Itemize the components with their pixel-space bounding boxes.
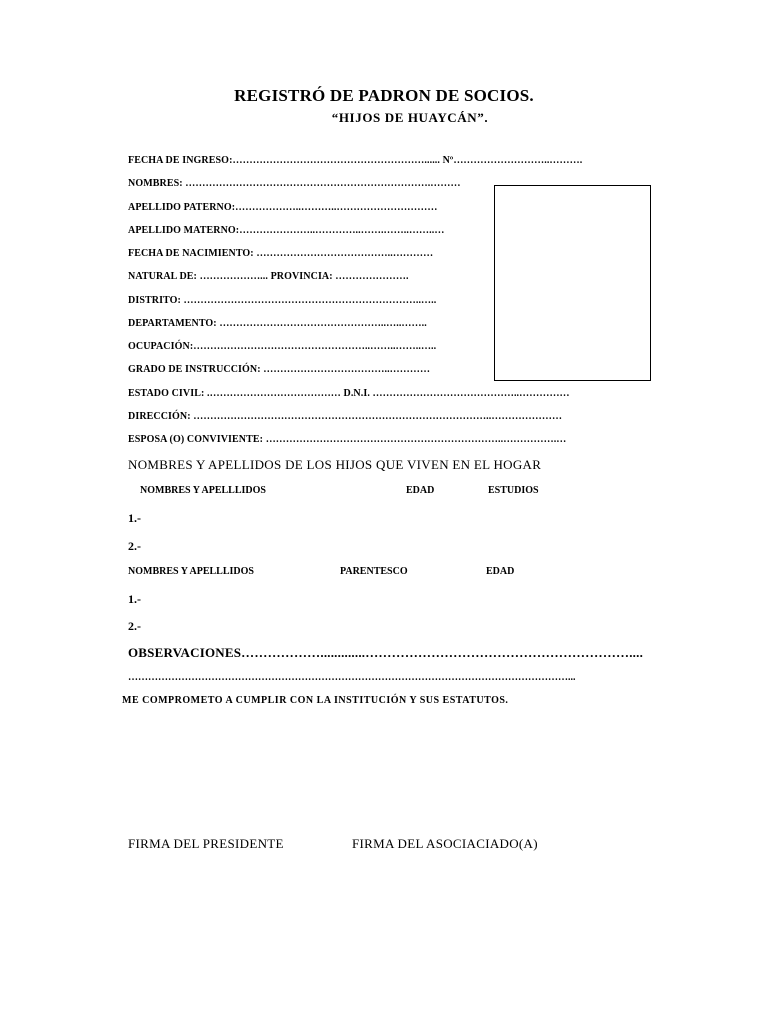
- field-departamento: DEPARTAMENTO: …………………………………………..…..……..: [128, 318, 427, 329]
- field-esposa-conviviente: ESPOSA (O) CONVIVIENTE: ……………………………………………………………..…………….…: [128, 434, 567, 445]
- observations-continuation: ……………………………………………………………………………………………………………………...: [128, 672, 576, 683]
- field-fecha-nacimiento: FECHA DE NACIMIENTO: …………………………………..…………: [128, 248, 434, 259]
- observations-label: OBSERVACIONES……………….............……………………………………………………....: [128, 645, 644, 660]
- children-col-edad: EDAD: [406, 485, 435, 496]
- relatives-col-edad: EDAD: [486, 566, 515, 577]
- field-direccion: DIRECCIÓN: ……………………………………………………………………………..…………………: [128, 411, 563, 422]
- children-col-nombres: NOMBRES Y APELLLIDOS: [140, 485, 266, 496]
- field-nombres: NOMBRES: ……………………………………………………………….………: [128, 178, 461, 189]
- field-natural-provincia: NATURAL DE: ………………... PROVINCIA: ………………….: [128, 271, 409, 282]
- field-apellido-paterno: APELLIDO PATERNO:………………..………..…………………………: [128, 202, 438, 213]
- field-grado-instruccion: GRADO DE INSTRUCCIÓN: ………………………………..…………: [128, 364, 431, 375]
- field-estado-civil-dni: ESTADO CIVIL: .………………………………… D.N.I. ……………………………………..……………: [128, 388, 570, 399]
- field-ocupacion: OCUPACIÓN:……………………………………………..……..……..…..: [128, 341, 437, 352]
- children-row-1: 1.-: [128, 511, 141, 525]
- children-row-2: 2.-: [128, 539, 141, 553]
- photo-box: [494, 185, 651, 381]
- relatives-row-1: 1.-: [128, 592, 141, 606]
- relatives-col-parentesco: PARENTESCO: [340, 566, 408, 577]
- children-col-estudios: ESTUDIOS: [488, 485, 539, 496]
- field-apellido-materno: APELLIDO MATERNO:…………………..…………..…….……..……..…: [128, 225, 445, 236]
- children-section-heading: NOMBRES Y APELLIDOS DE LOS HIJOS QUE VIVEN EN EL HOGAR: [128, 457, 542, 472]
- commitment-statement: ME COMPROMETO A CUMPLIR CON LA INSTITUCIÓN Y SUS ESTATUTOS.: [122, 695, 509, 706]
- relatives-row-2: 2.-: [128, 619, 141, 633]
- field-distrito: DISTRITO: ……………………………………………………………..…..: [128, 295, 437, 306]
- signature-president: FIRMA DEL PRESIDENTE: [128, 836, 284, 851]
- document-title: REGISTRÓ DE PADRON DE SOCIOS.: [234, 86, 534, 105]
- signature-member: FIRMA DEL ASOCIACIADO(A): [352, 836, 538, 851]
- relatives-col-nombres: NOMBRES Y APELLLIDOS: [128, 566, 254, 577]
- document-subtitle: “HIJOS DE HUAYCÁN”.: [331, 110, 489, 125]
- field-fecha-ingreso: FECHA DE INGRESO:…………………………………………………...... Nº………………………..……….: [128, 155, 583, 166]
